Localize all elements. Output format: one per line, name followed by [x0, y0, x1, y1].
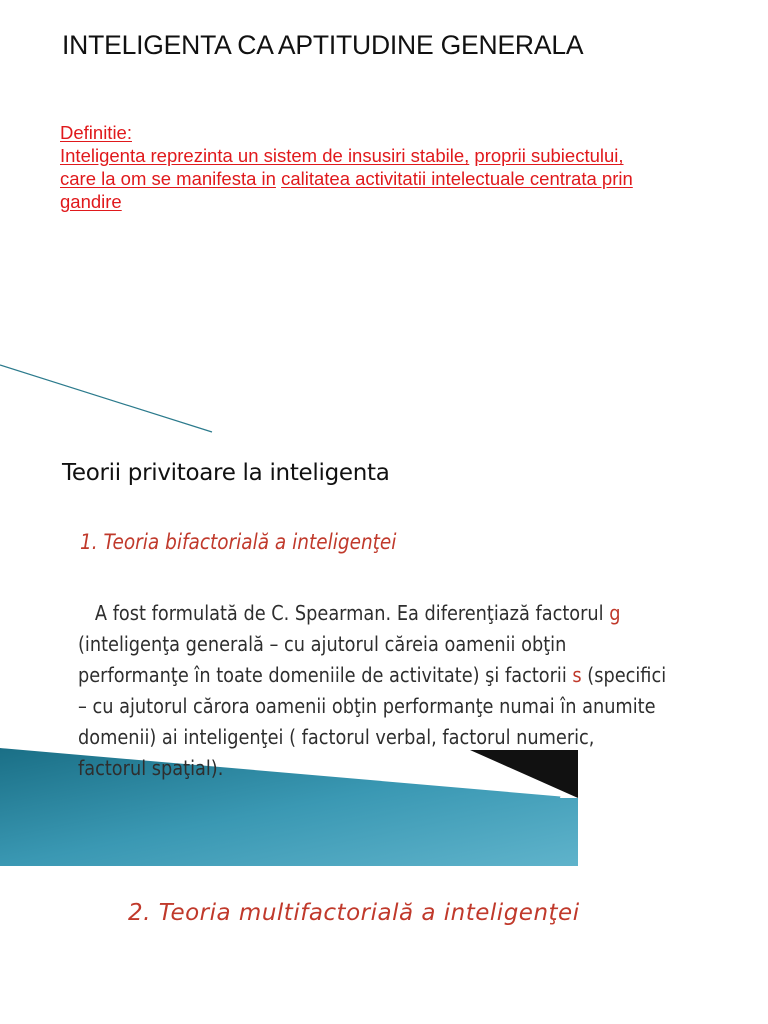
theory-2-title: 2. Teoria multifactorială a inteligenţei [128, 900, 580, 926]
theory-1-text-part-2: (inteligenţa generală – cu ajutorul căreia oamenii obţin performanţe în toate domeniile de activitate) şi factorii [78, 632, 573, 687]
definition-heading: Definitie: [60, 122, 132, 143]
definition-part-2: proprii subiectului, care la om se manifesta in [60, 145, 624, 189]
definition-block [60, 121, 660, 213]
decorative-diagonal-line [0, 355, 220, 435]
theory-1-text-part-3: (specifici – cu ajutorul cărora oamenii obţin performanţe numai în anumite domenii) ai inteligenţei ( factorul verbal, factorul numeric, factorul spaţial). [78, 663, 667, 780]
theory-1-text [78, 598, 666, 784]
section-title: Teorii privitoare la inteligenta [62, 460, 390, 486]
definition-part-3: calitatea activitatii intelectuale centrata prin gandire [60, 168, 633, 212]
definition-part-1: Inteligenta reprezinta un sistem de insusiri stabile, [60, 145, 470, 166]
factor-s-label: s [572, 663, 582, 687]
theory-1-text-part-1: A fost formulată de C. Spearman. Ea diferenţiază factorul [94, 601, 610, 625]
definition-text [60, 144, 660, 213]
page-title: INTELIGENTA CA APTITUDINE GENERALA [62, 30, 584, 60]
factor-g-label: g [609, 601, 621, 625]
theory-1-title: 1. Teoria bifactorială a inteligenţei [80, 530, 397, 554]
